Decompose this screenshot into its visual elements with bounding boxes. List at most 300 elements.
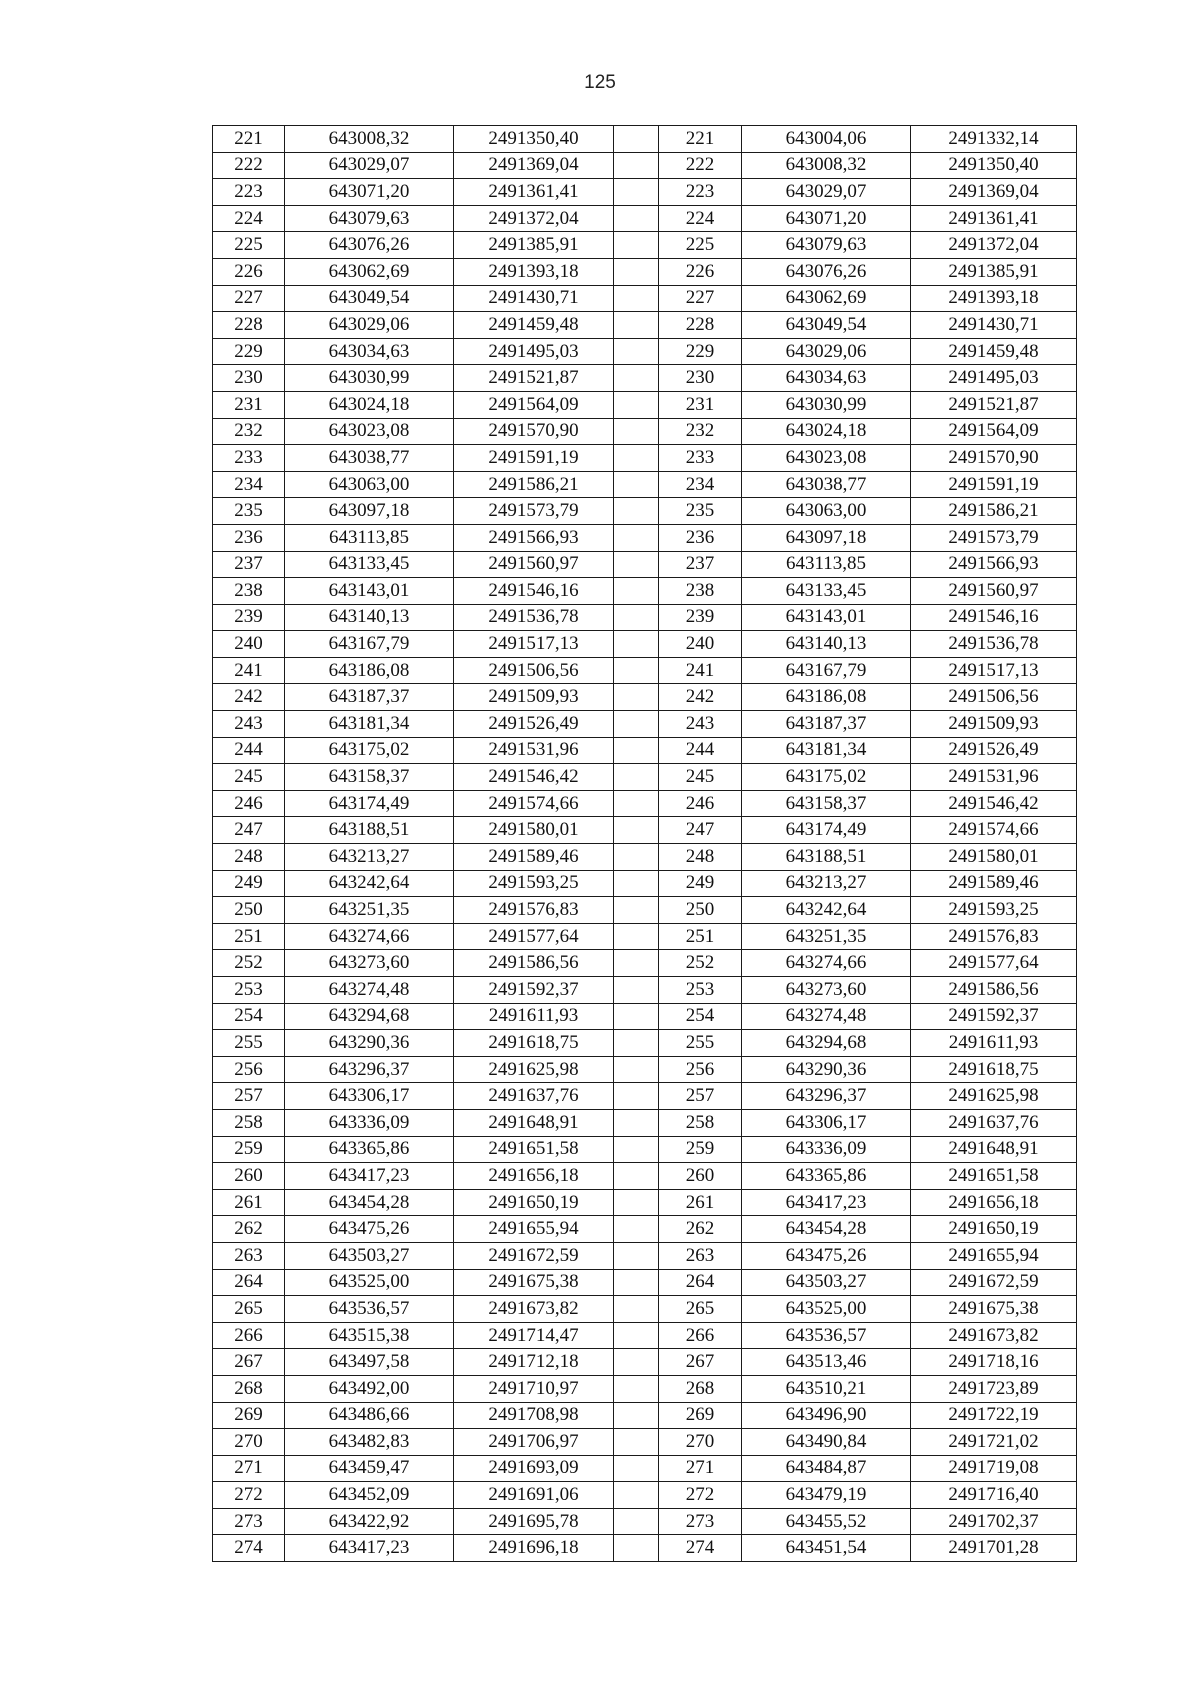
point-number-cell-2: 244: [659, 737, 742, 764]
point-number-cell-2: 255: [659, 1030, 742, 1057]
point-number-cell: 254: [213, 1003, 285, 1030]
x-coordinate-cell-2: 643062,69: [742, 285, 911, 312]
point-number-cell: 249: [213, 870, 285, 897]
empty-separator-cell: [614, 844, 659, 871]
point-number-cell-2: 233: [659, 445, 742, 472]
y-coordinate-cell: 2491560,97: [454, 551, 614, 578]
empty-separator-cell: [614, 1083, 659, 1110]
point-number-cell-2: 260: [659, 1163, 742, 1190]
table-row: [213, 1163, 1077, 1190]
x-coordinate-cell: 643079,63: [285, 205, 454, 232]
empty-separator-cell: [614, 152, 659, 179]
x-coordinate-cell: 643097,18: [285, 498, 454, 525]
x-coordinate-cell: 643034,63: [285, 338, 454, 365]
point-number-cell: 223: [213, 179, 285, 206]
y-coordinate-cell: 2491526,49: [454, 711, 614, 738]
y-coordinate-cell-2: 2491718,16: [911, 1349, 1077, 1376]
empty-separator-cell: [614, 312, 659, 339]
x-coordinate-cell-2: 643242,64: [742, 897, 911, 924]
table-row: [213, 844, 1077, 871]
point-number-cell-2: 268: [659, 1375, 742, 1402]
point-number-cell-2: 227: [659, 285, 742, 312]
point-number-cell: 235: [213, 498, 285, 525]
y-coordinate-cell-2: 2491350,40: [911, 152, 1077, 179]
point-number-cell-2: 272: [659, 1482, 742, 1509]
point-number-cell-2: 236: [659, 524, 742, 551]
point-number-cell-2: 230: [659, 365, 742, 392]
y-coordinate-cell-2: 2491361,41: [911, 205, 1077, 232]
x-coordinate-cell: 643038,77: [285, 445, 454, 472]
y-coordinate-cell: 2491361,41: [454, 179, 614, 206]
y-coordinate-cell-2: 2491566,93: [911, 551, 1077, 578]
x-coordinate-cell: 643417,23: [285, 1163, 454, 1190]
x-coordinate-cell: 643454,28: [285, 1189, 454, 1216]
x-coordinate-cell: 643062,69: [285, 258, 454, 285]
point-number-cell: 233: [213, 445, 285, 472]
y-coordinate-cell: 2491618,75: [454, 1030, 614, 1057]
y-coordinate-cell: 2491580,01: [454, 817, 614, 844]
y-coordinate-cell: 2491672,59: [454, 1242, 614, 1269]
y-coordinate-cell-2: 2491576,83: [911, 923, 1077, 950]
x-coordinate-cell-2: 643510,21: [742, 1375, 911, 1402]
point-number-cell: 241: [213, 657, 285, 684]
y-coordinate-cell: 2491546,16: [454, 578, 614, 605]
point-number-cell-2: 225: [659, 232, 742, 259]
table-row: [213, 870, 1077, 897]
empty-separator-cell: [614, 365, 659, 392]
empty-separator-cell: [614, 578, 659, 605]
point-number-cell-2: 271: [659, 1455, 742, 1482]
y-coordinate-cell: 2491648,91: [454, 1109, 614, 1136]
table-row: [213, 524, 1077, 551]
table-row: [213, 1242, 1077, 1269]
table-row: [213, 1375, 1077, 1402]
table-row: [213, 1030, 1077, 1057]
empty-separator-cell: [614, 1109, 659, 1136]
x-coordinate-cell-2: 643097,18: [742, 524, 911, 551]
x-coordinate-cell: 643175,02: [285, 737, 454, 764]
point-number-cell-2: 274: [659, 1535, 742, 1562]
point-number-cell: 248: [213, 844, 285, 871]
y-coordinate-cell: 2491593,25: [454, 870, 614, 897]
table-row: [213, 1056, 1077, 1083]
empty-separator-cell: [614, 1535, 659, 1562]
empty-separator-cell: [614, 1269, 659, 1296]
x-coordinate-cell-2: 643038,77: [742, 471, 911, 498]
point-number-cell-2: 257: [659, 1083, 742, 1110]
empty-separator-cell: [614, 1508, 659, 1535]
y-coordinate-cell-2: 2491719,08: [911, 1455, 1077, 1482]
y-coordinate-cell: 2491696,18: [454, 1535, 614, 1562]
x-coordinate-cell-2: 643274,66: [742, 950, 911, 977]
point-number-cell-2: 239: [659, 604, 742, 631]
table-row: [213, 232, 1077, 259]
point-number-cell-2: 228: [659, 312, 742, 339]
point-number-cell: 228: [213, 312, 285, 339]
x-coordinate-cell: 643158,37: [285, 764, 454, 791]
y-coordinate-cell-2: 2491586,56: [911, 977, 1077, 1004]
y-coordinate-cell-2: 2491580,01: [911, 844, 1077, 871]
table-row: [213, 1003, 1077, 1030]
y-coordinate-cell: 2491675,38: [454, 1269, 614, 1296]
x-coordinate-cell-2: 643513,46: [742, 1349, 911, 1376]
point-number-cell: 273: [213, 1508, 285, 1535]
point-number-cell-2: 249: [659, 870, 742, 897]
y-coordinate-cell-2: 2491648,91: [911, 1136, 1077, 1163]
x-coordinate-cell-2: 643188,51: [742, 844, 911, 871]
empty-separator-cell: [614, 923, 659, 950]
y-coordinate-cell-2: 2491651,58: [911, 1163, 1077, 1190]
table-row: [213, 205, 1077, 232]
x-coordinate-cell: 643113,85: [285, 524, 454, 551]
x-coordinate-cell-2: 643008,32: [742, 152, 911, 179]
x-coordinate-cell-2: 643133,45: [742, 578, 911, 605]
x-coordinate-cell: 643274,66: [285, 923, 454, 950]
y-coordinate-cell: 2491573,79: [454, 498, 614, 525]
y-coordinate-cell-2: 2491675,38: [911, 1296, 1077, 1323]
x-coordinate-cell: 643306,17: [285, 1083, 454, 1110]
y-coordinate-cell-2: 2491702,37: [911, 1508, 1077, 1535]
x-coordinate-cell-2: 643525,00: [742, 1296, 911, 1323]
y-coordinate-cell-2: 2491372,04: [911, 232, 1077, 259]
y-coordinate-cell: 2491577,64: [454, 923, 614, 950]
y-coordinate-cell: 2491521,87: [454, 365, 614, 392]
point-number-cell-2: 262: [659, 1216, 742, 1243]
table-row: [213, 764, 1077, 791]
y-coordinate-cell: 2491586,56: [454, 950, 614, 977]
x-coordinate-cell: 643365,86: [285, 1136, 454, 1163]
y-coordinate-cell-2: 2491564,09: [911, 418, 1077, 445]
empty-separator-cell: [614, 551, 659, 578]
y-coordinate-cell-2: 2491546,42: [911, 790, 1077, 817]
y-coordinate-cell-2: 2491673,82: [911, 1322, 1077, 1349]
x-coordinate-cell: 643294,68: [285, 1003, 454, 1030]
empty-separator-cell: [614, 1296, 659, 1323]
point-number-cell-2: 241: [659, 657, 742, 684]
y-coordinate-cell: 2491430,71: [454, 285, 614, 312]
point-number-cell: 267: [213, 1349, 285, 1376]
point-number-cell: 222: [213, 152, 285, 179]
table-row: [213, 977, 1077, 1004]
empty-separator-cell: [614, 1402, 659, 1429]
empty-separator-cell: [614, 977, 659, 1004]
x-coordinate-cell: 643181,34: [285, 711, 454, 738]
y-coordinate-cell: 2491693,09: [454, 1455, 614, 1482]
y-coordinate-cell: 2491546,42: [454, 764, 614, 791]
x-coordinate-cell-2: 643079,63: [742, 232, 911, 259]
x-coordinate-cell-2: 643187,37: [742, 711, 911, 738]
x-coordinate-cell-2: 643181,34: [742, 737, 911, 764]
y-coordinate-cell: 2491576,83: [454, 897, 614, 924]
x-coordinate-cell: 643140,13: [285, 604, 454, 631]
x-coordinate-cell: 643008,32: [285, 126, 454, 153]
x-coordinate-cell-2: 643071,20: [742, 205, 911, 232]
x-coordinate-cell: 643503,27: [285, 1242, 454, 1269]
point-number-cell-2: 264: [659, 1269, 742, 1296]
y-coordinate-cell-2: 2491723,89: [911, 1375, 1077, 1402]
x-coordinate-cell: 643029,07: [285, 152, 454, 179]
point-number-cell-2: 232: [659, 418, 742, 445]
point-number-cell-2: 240: [659, 631, 742, 658]
point-number-cell: 256: [213, 1056, 285, 1083]
coordinates-table: [212, 125, 1077, 1562]
point-number-cell: 262: [213, 1216, 285, 1243]
point-number-cell-2: 248: [659, 844, 742, 871]
point-number-cell-2: 223: [659, 179, 742, 206]
empty-separator-cell: [614, 1163, 659, 1190]
point-number-cell: 253: [213, 977, 285, 1004]
x-coordinate-cell-2: 643490,84: [742, 1429, 911, 1456]
table-row: [213, 312, 1077, 339]
y-coordinate-cell-2: 2491495,03: [911, 365, 1077, 392]
table-row: [213, 1109, 1077, 1136]
empty-separator-cell: [614, 897, 659, 924]
point-number-cell: 250: [213, 897, 285, 924]
x-coordinate-cell-2: 643158,37: [742, 790, 911, 817]
table-row: [213, 684, 1077, 711]
empty-separator-cell: [614, 684, 659, 711]
x-coordinate-cell-2: 643029,07: [742, 179, 911, 206]
empty-separator-cell: [614, 1375, 659, 1402]
table-row: [213, 179, 1077, 206]
y-coordinate-cell: 2491655,94: [454, 1216, 614, 1243]
y-coordinate-cell-2: 2491592,37: [911, 1003, 1077, 1030]
x-coordinate-cell-2: 643029,06: [742, 338, 911, 365]
point-number-cell: 258: [213, 1109, 285, 1136]
point-number-cell: 263: [213, 1242, 285, 1269]
x-coordinate-cell: 643515,38: [285, 1322, 454, 1349]
y-coordinate-cell: 2491586,21: [454, 471, 614, 498]
x-coordinate-cell-2: 643290,36: [742, 1056, 911, 1083]
point-number-cell: 274: [213, 1535, 285, 1562]
y-coordinate-cell: 2491566,93: [454, 524, 614, 551]
empty-separator-cell: [614, 445, 659, 472]
y-coordinate-cell-2: 2491701,28: [911, 1535, 1077, 1562]
point-number-cell-2: 266: [659, 1322, 742, 1349]
x-coordinate-cell: 643242,64: [285, 870, 454, 897]
point-number-cell: 246: [213, 790, 285, 817]
y-coordinate-cell-2: 2491531,96: [911, 764, 1077, 791]
point-number-cell: 225: [213, 232, 285, 259]
point-number-cell: 261: [213, 1189, 285, 1216]
empty-separator-cell: [614, 1056, 659, 1083]
table-row: [213, 498, 1077, 525]
y-coordinate-cell-2: 2491656,18: [911, 1189, 1077, 1216]
x-coordinate-cell: 643290,36: [285, 1030, 454, 1057]
y-coordinate-cell-2: 2491521,87: [911, 391, 1077, 418]
x-coordinate-cell: 643186,08: [285, 657, 454, 684]
point-number-cell-2: 226: [659, 258, 742, 285]
point-number-cell-2: 267: [659, 1349, 742, 1376]
empty-separator-cell: [614, 1242, 659, 1269]
empty-separator-cell: [614, 604, 659, 631]
point-number-cell: 229: [213, 338, 285, 365]
empty-separator-cell: [614, 338, 659, 365]
y-coordinate-cell: 2491350,40: [454, 126, 614, 153]
point-number-cell-2: 224: [659, 205, 742, 232]
y-coordinate-cell: 2491637,76: [454, 1083, 614, 1110]
empty-separator-cell: [614, 391, 659, 418]
point-number-cell: 226: [213, 258, 285, 285]
y-coordinate-cell-2: 2491716,40: [911, 1482, 1077, 1509]
x-coordinate-cell-2: 643455,52: [742, 1508, 911, 1535]
x-coordinate-cell-2: 643175,02: [742, 764, 911, 791]
point-number-cell: 232: [213, 418, 285, 445]
y-coordinate-cell-2: 2491589,46: [911, 870, 1077, 897]
empty-separator-cell: [614, 1455, 659, 1482]
empty-separator-cell: [614, 258, 659, 285]
table-row: [213, 1349, 1077, 1376]
y-coordinate-cell-2: 2491721,02: [911, 1429, 1077, 1456]
point-number-cell-2: 263: [659, 1242, 742, 1269]
y-coordinate-cell-2: 2491625,98: [911, 1083, 1077, 1110]
point-number-cell-2: 231: [659, 391, 742, 418]
x-coordinate-cell: 643536,57: [285, 1296, 454, 1323]
y-coordinate-cell: 2491570,90: [454, 418, 614, 445]
table-row: [213, 1429, 1077, 1456]
x-coordinate-cell-2: 643294,68: [742, 1030, 911, 1057]
x-coordinate-cell: 643251,35: [285, 897, 454, 924]
x-coordinate-cell-2: 643063,00: [742, 498, 911, 525]
x-coordinate-cell-2: 643451,54: [742, 1535, 911, 1562]
y-coordinate-cell: 2491385,91: [454, 232, 614, 259]
x-coordinate-cell: 643486,66: [285, 1402, 454, 1429]
point-number-cell: 239: [213, 604, 285, 631]
x-coordinate-cell: 643063,00: [285, 471, 454, 498]
point-number-cell-2: 246: [659, 790, 742, 817]
point-number-cell: 260: [213, 1163, 285, 1190]
point-number-cell: 266: [213, 1322, 285, 1349]
table-row: [213, 551, 1077, 578]
y-coordinate-cell-2: 2491618,75: [911, 1056, 1077, 1083]
x-coordinate-cell: 643497,58: [285, 1349, 454, 1376]
point-number-cell: 257: [213, 1083, 285, 1110]
table-row: [213, 1083, 1077, 1110]
x-coordinate-cell: 643417,23: [285, 1535, 454, 1562]
table-row: [213, 897, 1077, 924]
x-coordinate-cell: 643076,26: [285, 232, 454, 259]
y-coordinate-cell: 2491506,56: [454, 657, 614, 684]
x-coordinate-cell-2: 643143,01: [742, 604, 911, 631]
empty-separator-cell: [614, 711, 659, 738]
x-coordinate-cell: 643452,09: [285, 1482, 454, 1509]
table-row: [213, 365, 1077, 392]
x-coordinate-cell-2: 643365,86: [742, 1163, 911, 1190]
empty-separator-cell: [614, 1030, 659, 1057]
table-row: [213, 1508, 1077, 1535]
x-coordinate-cell: 643273,60: [285, 950, 454, 977]
point-number-cell: 243: [213, 711, 285, 738]
y-coordinate-cell: 2491710,97: [454, 1375, 614, 1402]
y-coordinate-cell: 2491592,37: [454, 977, 614, 1004]
point-number-cell-2: 253: [659, 977, 742, 1004]
table-row: [213, 285, 1077, 312]
x-coordinate-cell: 643167,79: [285, 631, 454, 658]
empty-separator-cell: [614, 1003, 659, 1030]
y-coordinate-cell-2: 2491526,49: [911, 737, 1077, 764]
point-number-cell: 221: [213, 126, 285, 153]
x-coordinate-cell-2: 643536,57: [742, 1322, 911, 1349]
x-coordinate-cell-2: 643076,26: [742, 258, 911, 285]
y-coordinate-cell: 2491574,66: [454, 790, 614, 817]
y-coordinate-cell: 2491517,13: [454, 631, 614, 658]
point-number-cell: 244: [213, 737, 285, 764]
table-row: [213, 152, 1077, 179]
point-number-cell-2: 238: [659, 578, 742, 605]
y-coordinate-cell: 2491611,93: [454, 1003, 614, 1030]
point-number-cell: 269: [213, 1402, 285, 1429]
point-number-cell-2: 265: [659, 1296, 742, 1323]
empty-separator-cell: [614, 950, 659, 977]
point-number-cell: 245: [213, 764, 285, 791]
x-coordinate-cell: 643188,51: [285, 817, 454, 844]
point-number-cell: 240: [213, 631, 285, 658]
point-number-cell-2: 258: [659, 1109, 742, 1136]
y-coordinate-cell: 2491708,98: [454, 1402, 614, 1429]
table-row: [213, 1535, 1077, 1562]
y-coordinate-cell: 2491564,09: [454, 391, 614, 418]
y-coordinate-cell: 2491372,04: [454, 205, 614, 232]
x-coordinate-cell-2: 643454,28: [742, 1216, 911, 1243]
point-number-cell-2: 242: [659, 684, 742, 711]
empty-separator-cell: [614, 1189, 659, 1216]
empty-separator-cell: [614, 285, 659, 312]
y-coordinate-cell-2: 2491611,93: [911, 1030, 1077, 1057]
point-number-cell: 237: [213, 551, 285, 578]
table-row: [213, 923, 1077, 950]
y-coordinate-cell: 2491656,18: [454, 1163, 614, 1190]
y-coordinate-cell: 2491393,18: [454, 258, 614, 285]
table-row: [213, 578, 1077, 605]
point-number-cell-2: 269: [659, 1402, 742, 1429]
y-coordinate-cell: 2491691,06: [454, 1482, 614, 1509]
point-number-cell-2: 237: [659, 551, 742, 578]
y-coordinate-cell: 2491589,46: [454, 844, 614, 871]
point-number-cell: 272: [213, 1482, 285, 1509]
y-coordinate-cell-2: 2491393,18: [911, 285, 1077, 312]
point-number-cell: 230: [213, 365, 285, 392]
point-number-cell: 270: [213, 1429, 285, 1456]
x-coordinate-cell: 643030,99: [285, 365, 454, 392]
page-number: 125: [584, 72, 616, 93]
y-coordinate-cell-2: 2491369,04: [911, 179, 1077, 206]
table-row: [213, 1296, 1077, 1323]
empty-separator-cell: [614, 179, 659, 206]
x-coordinate-cell: 643029,06: [285, 312, 454, 339]
table-row: [213, 1269, 1077, 1296]
point-number-cell: 236: [213, 524, 285, 551]
x-coordinate-cell-2: 643251,35: [742, 923, 911, 950]
x-coordinate-cell-2: 643024,18: [742, 418, 911, 445]
empty-separator-cell: [614, 1482, 659, 1509]
point-number-cell: 255: [213, 1030, 285, 1057]
table-row: [213, 1189, 1077, 1216]
table-row: [213, 711, 1077, 738]
point-number-cell-2: 259: [659, 1136, 742, 1163]
empty-separator-cell: [614, 764, 659, 791]
y-coordinate-cell-2: 2491560,97: [911, 578, 1077, 605]
table-row: [213, 391, 1077, 418]
x-coordinate-cell: 643482,83: [285, 1429, 454, 1456]
table-row: [213, 338, 1077, 365]
y-coordinate-cell: 2491712,18: [454, 1349, 614, 1376]
y-coordinate-cell: 2491495,03: [454, 338, 614, 365]
point-number-cell: 251: [213, 923, 285, 950]
y-coordinate-cell: 2491536,78: [454, 604, 614, 631]
x-coordinate-cell-2: 643023,08: [742, 445, 911, 472]
y-coordinate-cell: 2491695,78: [454, 1508, 614, 1535]
point-number-cell: 242: [213, 684, 285, 711]
